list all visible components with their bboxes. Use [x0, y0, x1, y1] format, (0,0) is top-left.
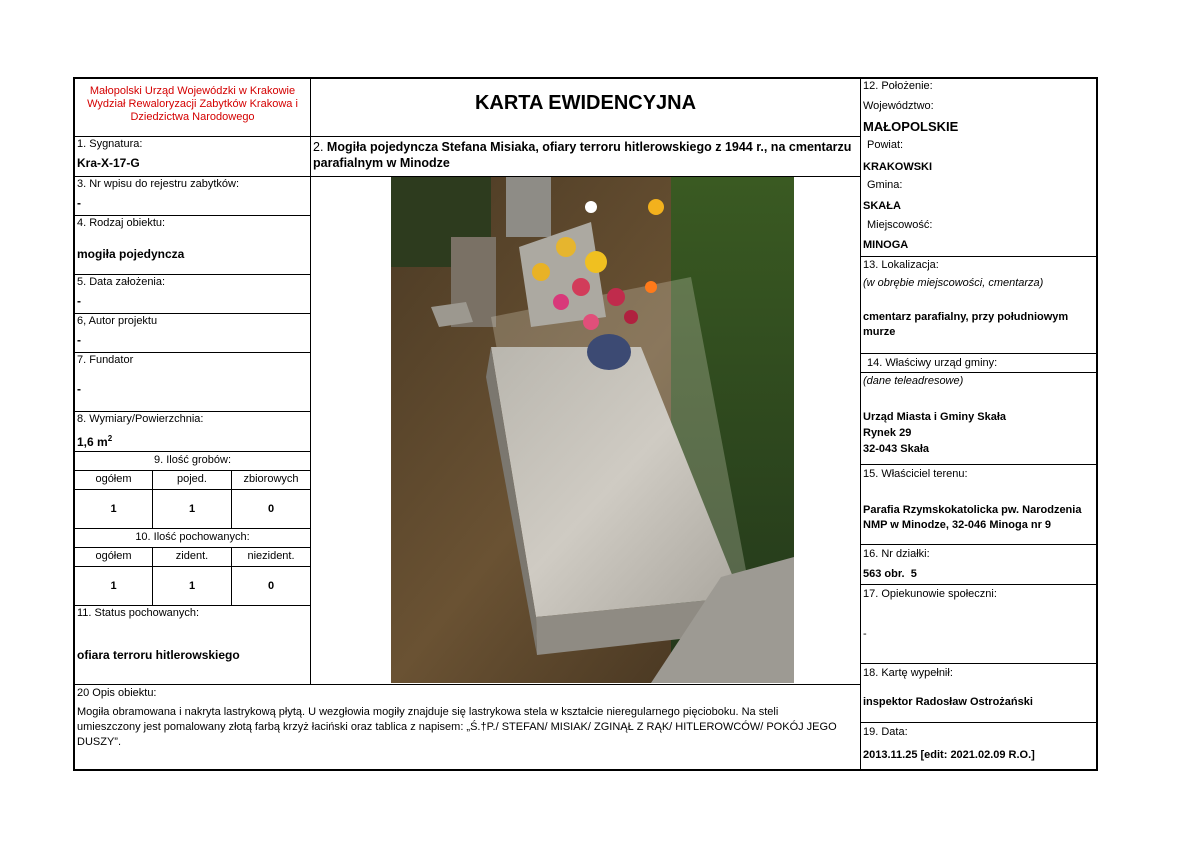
grobow-header-collective: zbiorowych: [232, 471, 311, 490]
pochowanych-value-identified: 1: [153, 567, 232, 606]
opis-text: Mogiła obramowana i nakryta lastrykową płytą. U wezgłowia mogiły znajduje się lastrykowa stela w kształcie nieregularnego pięcioboku. Na steli umieszczony jest pomalowany złotą farbą krzyż łaciński oraz tablica z napisem: „Ś.†P./ STEFAN/ MISIAK/ ZGINĄŁ Z RĄK/ HITLEROWCÓW/ POKÓJ JEGO DUSZY”.: [77, 706, 837, 748]
wlasciciel-label: 15. Właściciel terenu:: [863, 468, 968, 480]
wymiary-label: 8. Wymiary/Powierzchnia:: [77, 413, 204, 425]
urzad-label: 14. Właściwy urząd gminy:: [867, 357, 998, 369]
autor-label: 6, Autor projektu: [77, 315, 158, 327]
grobow-header-single: pojed.: [153, 471, 232, 490]
powiat-label: Powiat:: [867, 139, 904, 151]
autor-cell: [75, 314, 311, 353]
wypelnil-cell: [861, 664, 1096, 723]
grave-photo: [391, 177, 794, 683]
record-card: [73, 77, 1098, 771]
wojewodztwo-label: Województwo:: [863, 100, 934, 112]
wlasciciel-cell: [861, 465, 1096, 545]
powiat-value: KRAKOWSKI: [863, 161, 933, 173]
sygnatura-label: 1. Sygnatura:: [77, 138, 143, 150]
urzad-line-2: Rynek 29: [863, 427, 912, 439]
data-zalozenia-value: -: [77, 294, 81, 308]
pochowanych-header-unidentified: niezident.: [232, 548, 311, 567]
grobow-value-single: 1: [153, 490, 232, 529]
grobow-header-total: ogółem: [75, 471, 153, 490]
data-value: 2013.11.25 [edit: 2021.02.09 R.O.]: [863, 749, 1035, 761]
rejestr-label: 3. Nr wpisu do rejestru zabytków:: [77, 178, 240, 190]
data-label: 19. Data:: [863, 726, 908, 738]
gmina-label: Gmina:: [867, 179, 903, 191]
lokalizacja-hint: (w obrębie miejscowości, cmentarza): [863, 277, 1044, 289]
pochowanych-value-total: 1: [75, 567, 153, 606]
card-title-cell: [311, 79, 861, 137]
office-line-3: Dziedzictwa Narodowego: [130, 111, 255, 123]
status-value: ofiara terroru hitlerowskiego: [77, 648, 240, 662]
urzad-line-1: Urząd Miasta i Gminy Skała: [863, 411, 1007, 423]
wojewodztwo-value: MAŁOPOLSKIE: [863, 119, 959, 134]
photo-cell: [311, 177, 861, 685]
pochowanych-heading: [75, 529, 311, 548]
wypelnil-value: inspektor Radosław Ostrożański: [863, 696, 1033, 708]
fundator-cell: [75, 353, 311, 412]
grobow-label: 9. Ilość grobów:: [153, 454, 232, 466]
grobow-value-total: 1: [75, 490, 153, 529]
wymiary-unit-exponent: 2: [107, 434, 113, 443]
rodzaj-label: 4. Rodzaj obiektu:: [77, 217, 166, 229]
pochowanych-header-total: ogółem: [75, 548, 153, 567]
pochowanych-value-unidentified: 0: [232, 567, 311, 606]
pochowanych-label: 10. Ilość pochowanych:: [135, 531, 250, 543]
wymiary-value: 1,6 m: [77, 435, 108, 449]
object-name-cell: [311, 137, 861, 177]
dzialka-cell: [861, 545, 1096, 585]
object-name: Mogiła pojedyncza Stefana Misiaka, ofiary terroru hitlerowskiego z 1944 r., na cmentarzu parafialnym w Minodze: [313, 140, 852, 170]
fundator-label: 7. Fundator: [77, 354, 134, 366]
grobow-value-collective: 0: [232, 490, 311, 529]
card-title: KARTA EWIDENCYJNA: [474, 92, 697, 114]
office-header: [75, 79, 311, 137]
pochowanych-header-identified: zident.: [153, 548, 232, 567]
polozenie-cell: [861, 79, 1096, 373]
opis-label: 20 Opis obiektu:: [77, 687, 157, 699]
dzialka-label: 16. Nr działki:: [863, 548, 930, 560]
sygnatura-cell: [75, 137, 311, 177]
status-label: 11. Status pochowanych:: [77, 607, 200, 619]
rejestr-cell: [75, 177, 311, 216]
grave-photo-image: [391, 177, 794, 683]
rejestr-value: -: [77, 196, 81, 210]
lokalizacja-value: cmentarz parafialny, przy południowym murze: [863, 311, 1069, 338]
rodzaj-value: mogiła pojedyncza: [77, 247, 185, 261]
wymiary-cell: [75, 412, 311, 452]
status-cell: [75, 606, 311, 685]
data-zalozenia-cell: [75, 275, 311, 314]
wlasciciel-value: Parafia Rzymskokatolicka pw. Narodzenia NMP w Minodze, 32-046 Minoga nr 9: [863, 504, 1082, 531]
miejscowosc-label: Miejscowość:: [867, 219, 933, 231]
opiekunowie-label: 17. Opiekunowie społeczni:: [863, 588, 997, 600]
lokalizacja-label: 13. Lokalizacja:: [863, 259, 939, 271]
wypelnil-label: 18. Kartę wypełnił:: [863, 667, 953, 679]
office-line-2: Wydział Rewaloryzacji Zabytków Krakowa i: [87, 98, 298, 110]
object-name-prefix: 2.: [313, 140, 324, 154]
polozenie-label: 12. Położenie:: [863, 80, 933, 92]
office-line-1: Małopolski Urząd Wojewódzki w Krakowie: [89, 85, 296, 97]
data-zalozenia-label: 5. Data założenia:: [77, 276, 166, 288]
sygnatura-value: Kra-X-17-G: [77, 156, 140, 170]
miejscowosc-value: MINOGA: [863, 239, 909, 251]
urzad-cell: [861, 353, 1096, 465]
dzialka-value: 563 obr. 5: [863, 568, 917, 580]
urzad-hint: (dane teleadresowe): [863, 375, 964, 387]
gmina-value: SKAŁA: [863, 200, 901, 212]
grobow-heading: [75, 452, 311, 471]
opiekunowie-value: -: [863, 628, 867, 640]
data-cell: [861, 723, 1096, 769]
opis-cell: [75, 685, 861, 769]
opiekunowie-cell: [861, 585, 1096, 664]
fundator-value: -: [77, 382, 81, 396]
autor-value: -: [77, 333, 81, 347]
rodzaj-cell: [75, 216, 311, 275]
urzad-line-3: 32-043 Skała: [863, 443, 930, 455]
